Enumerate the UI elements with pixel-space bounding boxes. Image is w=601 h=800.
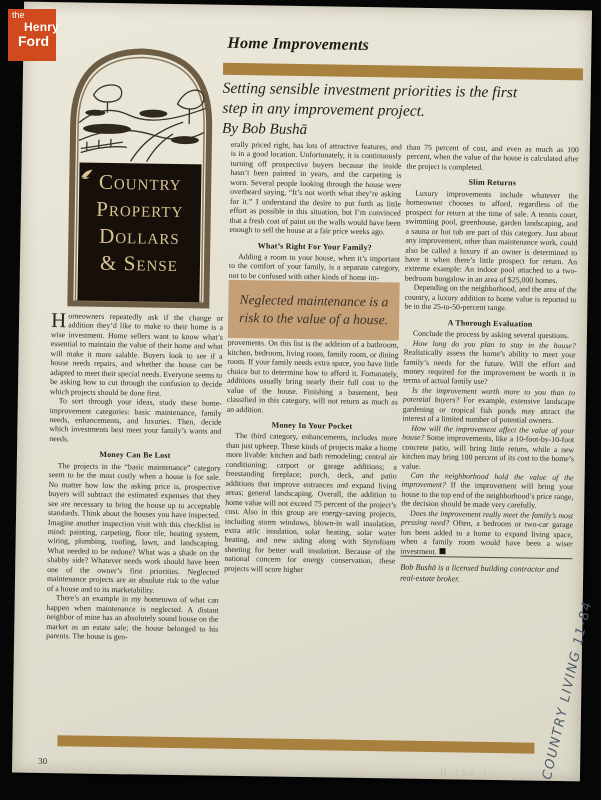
question-paragraph: Does the improvement really meet the family’s most pressing need? Often, a bedroom or two-car garage has been added to a home to expand living space, when a family room would have been a wiser investment. (400, 508, 574, 556)
article-column-1 (46, 308, 224, 643)
paragraph: There’s an example in my hometown of what can happen when maintenance is neglected. A distant neighbor of mine has an absolutely sound house on the market as an estate sale; the house belonged to his parents. The house is gen- (46, 593, 219, 642)
subheading-money-in-pocket: Money In Your Pocket (271, 420, 353, 431)
subheading-money-can-be-lost: Money Can Be Lost (99, 450, 171, 461)
question-lead: Is the improvement worth more to you than to potential buyers? (402, 385, 576, 405)
end-of-article-icon (440, 548, 446, 554)
paragraph: Adding a room to your house, when it’s important to the comfort of your family, is a separate category, not to be confused with other kinds of home im- (228, 251, 401, 283)
paragraph: Homeowners repeatedly ask if the change or addition they’d like to make to their home is a wise investment. Home sellers want to know what’s essential to maintain the value of their home and what will make it more salable. Buyers look to see if a house needs repairs, and whether the house can be adapted to meet their special needs. Everyone seems to be asking how to cut through the confusion to decide which projects should be done first. (49, 308, 224, 398)
leaf-ornament-icon (80, 168, 93, 179)
paragraph: erally priced right, has lots of attractive features, and is in a good location. Unfortunately, it is continuously turning off prospective buyers because the inside hasn’t been painted in years, and the carpeting is worn. Several people looking through the house were overheard saying, “It’s not worth what they’re asking for it.” I understand the desire to put forth as little effort as possible in this situation, but I’m convinced that a fresh coat of paint on the walls would have been enough to sell the house at a fair price weeks ago. (229, 139, 402, 237)
author-footnote: Bob Bushā is a licensed building contractor and real-estate broker. (400, 556, 572, 587)
handwritten-annotation: COUNTRY LIVING 11-84 (539, 599, 596, 782)
section-title: Home Improvements (227, 34, 370, 55)
paragraph: Luxury improvements include whatever the homeowner chooses to afford, regardless of the prospect for return at the time of sale. A tennis court, swimming pool, greenhouse, garden landscaping, and a sauna or hot tub are part of this category. Just about any improvement, other than maintenance work, could also be called a luxury if an owner is determined to have it when there’s little prospect for return. An extreme example: An indoor pool attached to a two-bedroom bungalow in an area of $25,000 homes. (404, 188, 579, 285)
accent-rule-bottom (57, 735, 534, 753)
paragraph: than 75 percent of cost, and even as much as 100 percent, when the value of the house is calculated after the project is completed. (406, 142, 579, 172)
question-paragraph: Can the neighborhood hold the value of the improvement? If the improvement will bring your house to the top end of the neighborhood’s price range, the decision should be made very carefully. (401, 470, 574, 511)
question-paragraph: How will the improvement affect the value of your house? Some improvements, like a 10-foot-by-10-foot concrete patio, will bring little return, while a new kitchen may bring 100 percent of its cost to the home’s value. (401, 423, 575, 471)
paragraph: The third category, enhancements, includes more than just upkeep. These kinds of projects make a home more livable: kitchen and bath remodeling; central air conditioning; carport or garage additions; a freestanding fireplace; porch, deck, and patio additions that improve entrances and expand living areas; general landscaping. Overall, the addition to home value will not exceed 75 percent of the project’s cost. Also in this group are energy-saving projects, including storm windows, blown-in wall insulation, extra attic insulation, solar heating, solar water heating, and new siding along with Styrofoam sheeting for better wall insulation. Because of the national concern for energy conservation, these projects will score higher (224, 431, 398, 574)
paragraph: To sort through your ideas, study these home-improvement categories: basic maintenance, family needs, enhancements, and luxuries. Then, decide which investments best meet your family’s wants and needs. (49, 396, 222, 444)
emblem-word-country: Country (98, 169, 182, 196)
paragraph: provements. On this list is the addition of a bathroom, kitchen, bedroom, living room, family room, or dining room. If your family needs extra space, you have little choice but to determine how to afford it. Fortunately, additions usually bring nearly their full cost to the value of the house. Finishing a basement, best classified in this category, will not return as much as an addition. (226, 338, 399, 414)
headline-line2: step in any improvement project. (222, 99, 426, 120)
subheading-whats-right: What’s Right For Your Family? (257, 240, 372, 252)
country-property-emblem (62, 42, 218, 310)
subheading-slim-returns: Slim Returns (468, 177, 517, 188)
question-paragraph: Is the improvement worth more to you than to potential buyers? For example, extensive landscape gardening or tropical fish ponds may attract the interest of a limited number of potential owners. (402, 385, 576, 426)
byline: By Bob Bushā (221, 120, 308, 139)
article-column-3 (400, 143, 579, 587)
pull-quote: Neglected maintenance is a risk to the value of a house. (228, 280, 400, 341)
magazine-page (12, 2, 596, 782)
emblem-word-sense: & Sense (77, 249, 201, 278)
question-lead: How will the improvement affect the value of your house? (402, 423, 575, 443)
article-headline (222, 79, 595, 125)
question-lead: Does the improvement really meet the family’s most pressing need? (400, 508, 574, 528)
emblem-word-property: Property (96, 196, 184, 223)
page-number: 30 (38, 755, 48, 767)
faint-accession-stamp: H 190.1 (439, 767, 491, 778)
article-column-2 (224, 140, 402, 576)
emblem-title (77, 168, 203, 278)
headline-line1: Setting sensible investment priorities is the first (222, 79, 518, 102)
drop-cap: H (50, 308, 67, 333)
question-lead: How long do you plan to stay in the house? (412, 338, 576, 350)
emblem-word-dollars: Dollars (98, 223, 180, 250)
paragraph: Conclude the process by asking several questions. (412, 328, 570, 341)
accent-rule-top (223, 63, 583, 81)
logo-ford: Ford (18, 33, 50, 49)
logo-the: the (12, 10, 25, 20)
paragraph: The projects in the “basic maintenance” category seem to be the most costly when a house is for sale. No matter how low the asking price is, prospective buyers will subtract the estimated expenses that they see are necessary to bring the house up to acceptable standards. Think about the houses you have inspected. Imagine another inspection visit with this checklist in mind: painting, carpeting, floor tile, heating system, wiring, plumbing, roofing, lawn, and landscaping. What needed to be redone? What was a shade on the shabby side? Whatever needs work should have been one of the owner’s first priorities. Neglected maintenance projects are an absolute risk to the value of a house and to its marketability. (46, 460, 221, 595)
logo-henry: Henry (24, 20, 60, 34)
question-paragraph: How long do you plan to stay in the house?Realistically assess the home’s ability to meet your family’s needs for the future. Will the effort and money required for the improvement be worth it in terms of actual family use? (403, 338, 576, 387)
the-henry-ford-logo (8, 9, 60, 61)
subheading-thorough-evaluation: A Thorough Evaluation (447, 317, 533, 329)
paragraph: Depending on the neighborhood, and the area of the country, a luxury addition to home value is reported to be in the 25-to-50-percent range. (404, 283, 577, 313)
question-lead: Can the neighborhood hold the value of the improvement? (401, 470, 574, 490)
